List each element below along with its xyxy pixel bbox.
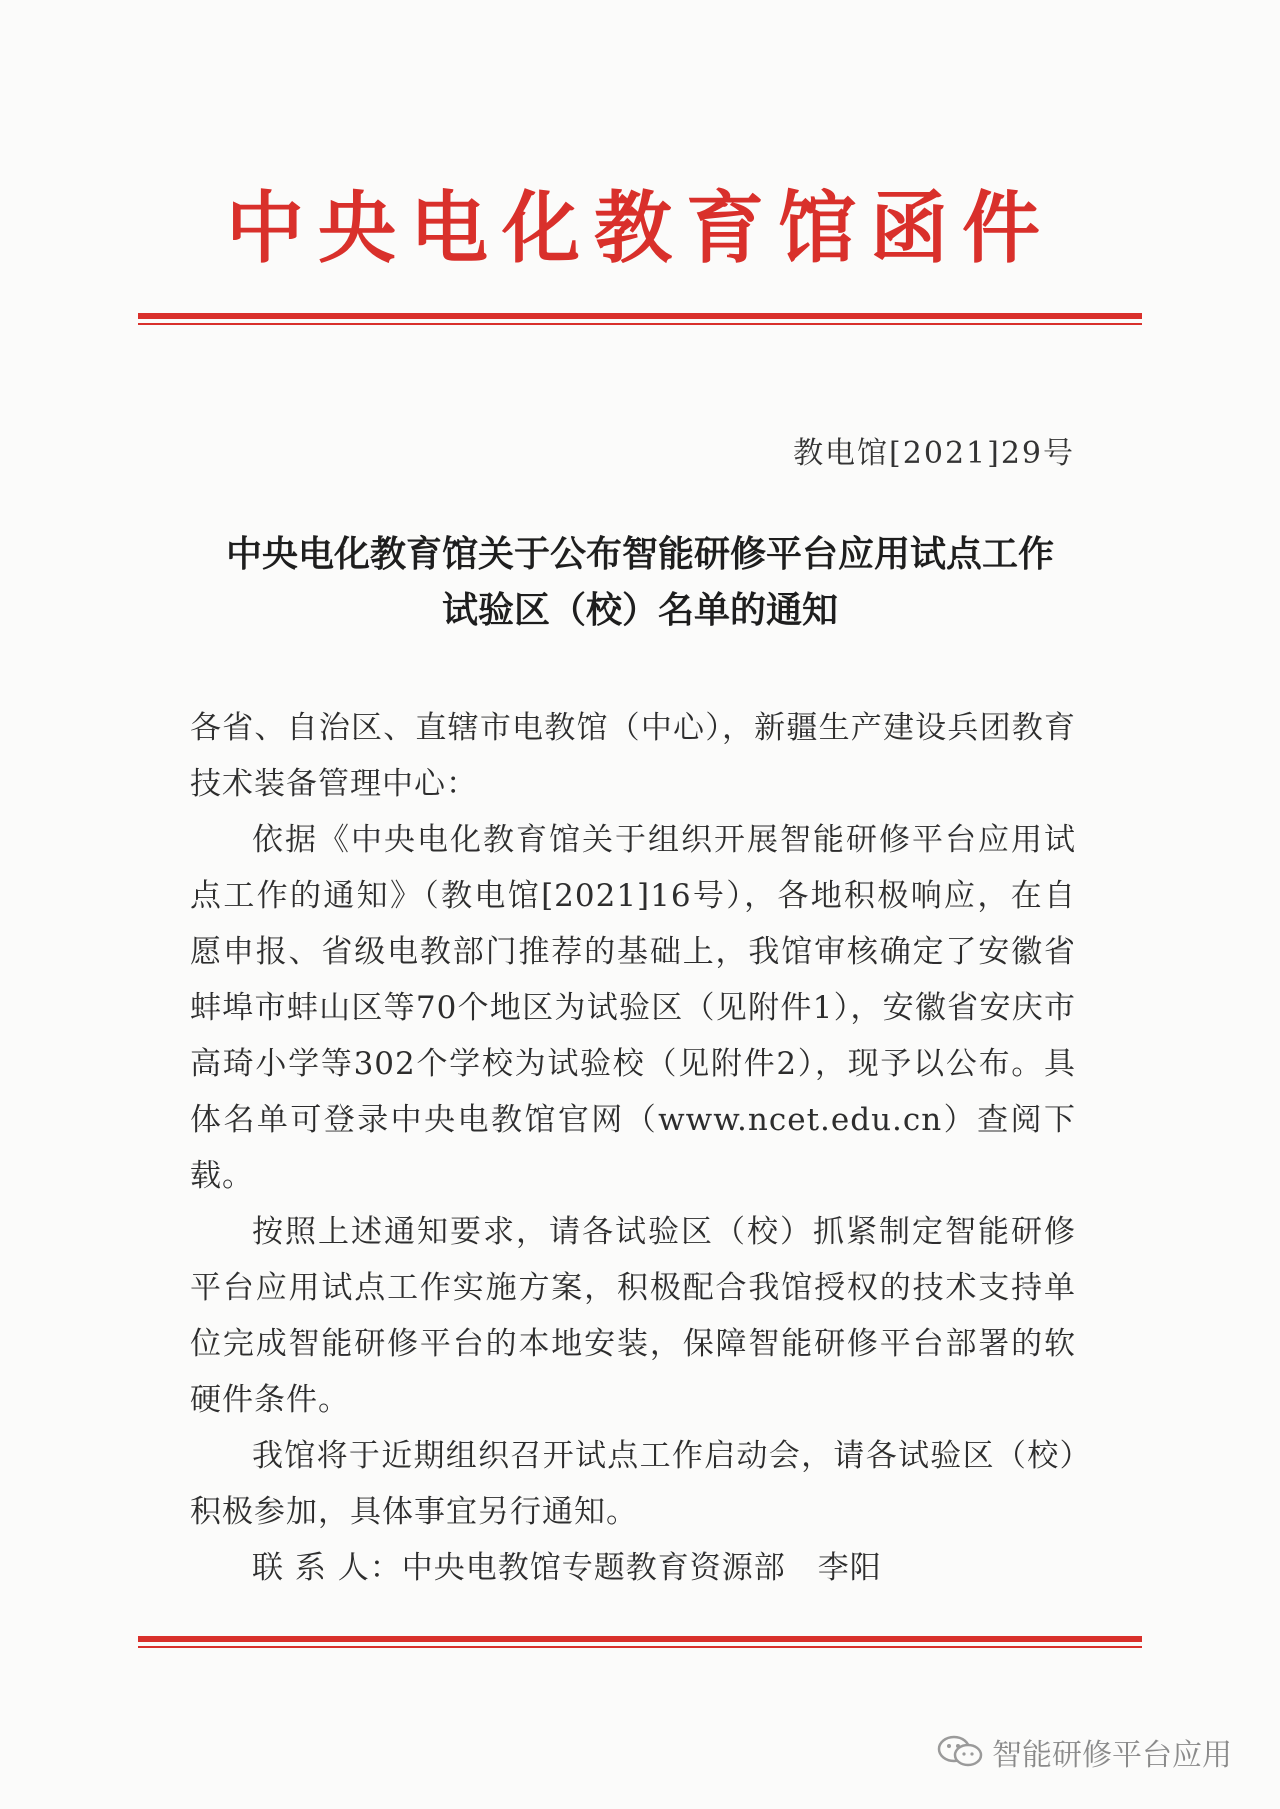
masthead-title: 中央电化教育馆函件 <box>225 184 1054 274</box>
paragraph-3: 我馆将于近期组织召开试点工作启动会，请各试验区（校）积极参加，具体事宜另行通知。 <box>190 1438 1076 1530</box>
paragraph-1: 依据《中央电化教育馆关于组织开展智能研修平台应用试点工作的通知》（教电馆[2021]16号），各地积极响应，在自愿申报、省级电教部门推荐的基础上，我馆审核确定了安徽省蚌埠市蚌山区等70个地区为试验区（见附件1），安徽省安庆市高琦小学等302个学校为试验校（见附件2），现予以公布。具体名单可登录中央电教馆官网（www.ncet.edu.cn）查阅下载。 <box>190 822 1076 1194</box>
wechat-icon <box>936 1735 984 1769</box>
document-body <box>190 700 1076 1596</box>
watermark-text: 智能研修平台应用 <box>992 1738 1232 1773</box>
rule-thick-line <box>138 313 1142 319</box>
contact-label: 联 系 人： <box>252 1550 402 1586</box>
salutation: 各省、自治区、直辖市电教馆（中心），新疆生产建设兵团教育技术装备管理中心： <box>190 710 1076 802</box>
footer-rule <box>138 1636 1142 1648</box>
rule-thin-line <box>138 1646 1142 1648</box>
title-line-1: 中央电化教育馆关于公布智能研修平台应用试点工作 <box>225 534 1054 575</box>
masthead-rule <box>138 313 1142 325</box>
paragraph-2: 按照上述通知要求，请各试验区（校）抓紧制定智能研修平台应用试点工作实施方案，积极配合我馆授权的技术支持单位完成智能研修平台的本地安装，保障智能研修平台部署的软硬件条件。 <box>190 1214 1076 1418</box>
document-title <box>150 527 1130 639</box>
document-number: 教电馆[2021]29号 <box>793 436 1075 471</box>
rule-thick-line <box>138 1636 1142 1642</box>
contact-value: 中央电教馆专题教育资源部 李阳 <box>401 1550 882 1586</box>
title-line-2: 试验区（校）名单的通知 <box>441 590 838 631</box>
rule-thin-line <box>138 323 1142 325</box>
contact-line <box>190 1540 1076 1596</box>
watermark <box>936 1730 1232 1774</box>
